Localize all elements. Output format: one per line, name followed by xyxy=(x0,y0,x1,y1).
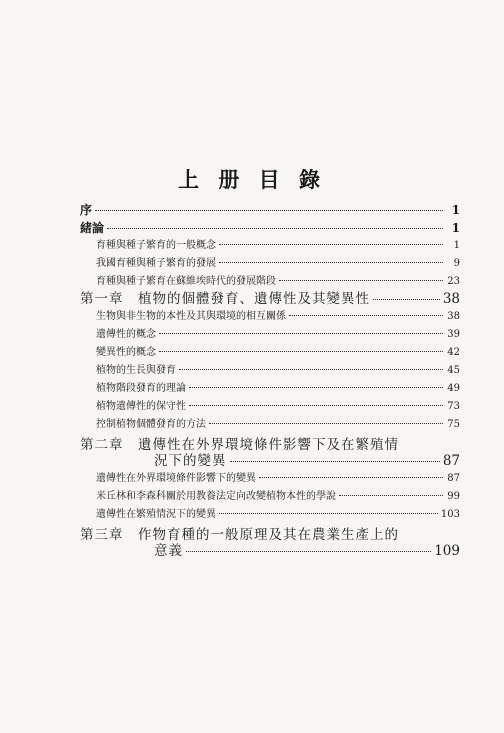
page-number: 109 xyxy=(434,543,460,559)
toc-entry-title: 序 xyxy=(80,203,93,217)
toc-entry xyxy=(80,292,460,306)
toc-entry xyxy=(80,310,460,324)
page-number: 42 xyxy=(447,347,460,358)
toc-chapter-2 xyxy=(80,436,460,468)
dot-leader xyxy=(373,299,440,300)
toc-entry-title: 我國育種與種子繁育的發展 xyxy=(96,258,216,269)
dot-leader xyxy=(107,228,443,229)
toc-entry-title: 緒論 xyxy=(80,221,105,235)
dot-leader xyxy=(189,405,443,406)
toc-entry-title: 遺傳性在繁殖情況下的變異 xyxy=(96,509,216,520)
dot-leader xyxy=(95,210,443,211)
toc-entry xyxy=(80,239,460,253)
page-number: 99 xyxy=(447,491,460,502)
toc-entry xyxy=(80,257,460,271)
dot-leader xyxy=(186,551,431,552)
toc-entry xyxy=(80,490,460,504)
toc-entry-title: 第一章 植物的個體發育、遺傳性及其變異性 xyxy=(80,291,370,307)
page-number: 87 xyxy=(442,453,460,469)
page-title: 上 册 目 錄 xyxy=(178,167,326,192)
dot-leader xyxy=(159,351,443,352)
toc-entry xyxy=(80,400,460,414)
toc-entry xyxy=(80,418,460,432)
dot-leader xyxy=(289,315,443,316)
toc-entry-title: 植物階段發育的理論 xyxy=(96,383,186,394)
toc-entry xyxy=(80,346,460,360)
dot-leader xyxy=(219,262,443,263)
page-number: 38 xyxy=(447,311,460,322)
table-of-contents xyxy=(80,199,460,558)
toc-entry xyxy=(80,382,460,396)
dot-leader xyxy=(279,280,443,281)
toc-entry xyxy=(80,328,460,342)
toc-list-2 xyxy=(80,472,460,522)
page-number: 87 xyxy=(447,473,460,484)
toc-entry xyxy=(80,221,460,235)
toc-entry-title: 生物與非生物的本性及其與環境的相互關係 xyxy=(96,311,286,322)
toc-entry xyxy=(80,472,460,486)
toc-list xyxy=(80,203,460,432)
dot-leader xyxy=(159,333,443,334)
page-number: 45 xyxy=(447,365,460,376)
toc-entry xyxy=(80,508,460,522)
toc-entry-title: 育種與種子繁育在蘇維埃時代的發展階段 xyxy=(96,276,276,287)
toc-entry-title: 植物遺傳性的保守性 xyxy=(96,401,186,412)
page-number: 23 xyxy=(447,276,460,287)
dot-leader xyxy=(189,387,443,388)
dot-leader xyxy=(219,513,438,514)
chapter-3-title-cont: 意義 xyxy=(154,543,183,559)
dot-leader xyxy=(259,477,443,478)
chapter-3-title-line1: 第三章 作物育種的一般原理及其在農業生產上的 xyxy=(80,527,399,543)
page-number: 103 xyxy=(440,509,460,520)
toc-entry xyxy=(80,364,460,378)
page-number: 1 xyxy=(451,221,460,235)
toc-entry-title: 米丘林和李森科關於用教養法定向改變植物本性的學說 xyxy=(96,491,336,502)
toc-entry xyxy=(80,203,460,217)
page-number: 39 xyxy=(447,329,460,340)
page-number: 1 xyxy=(453,240,460,251)
toc-entry-title: 育種與種子繁育的一般概念 xyxy=(96,240,216,251)
dot-leader xyxy=(209,423,443,424)
dot-leader xyxy=(339,495,443,496)
dot-leader xyxy=(179,369,443,370)
toc-entry-title: 遺傳性在外界環境條件影響下的變異 xyxy=(96,473,256,484)
chapter-2-title-cont: 況下的變異 xyxy=(154,453,227,469)
page-number: 1 xyxy=(451,203,460,217)
page-number: 75 xyxy=(447,419,460,430)
page-number: 38 xyxy=(442,291,460,307)
page-number: 73 xyxy=(447,401,460,412)
dot-leader xyxy=(230,461,440,462)
toc-entry-title: 控制植物個體發育的方法 xyxy=(96,419,206,430)
chapter-2-title-line2 xyxy=(80,454,460,468)
toc-entry-title: 變異性的概念 xyxy=(96,347,156,358)
toc-entry-title: 植物的生長與發育 xyxy=(96,365,176,376)
page-number: 49 xyxy=(447,383,460,394)
toc-chapter-3 xyxy=(80,526,460,558)
dot-leader xyxy=(219,244,443,245)
chapter-2-title-line1: 第二章 遺傳性在外界環境條件影響下及在繁殖情 xyxy=(80,437,399,453)
toc-entry xyxy=(80,275,460,289)
toc-entry-title: 遺傳性的概念 xyxy=(96,329,156,340)
page-number: 9 xyxy=(453,258,460,269)
chapter-3-title-line2 xyxy=(80,544,460,558)
